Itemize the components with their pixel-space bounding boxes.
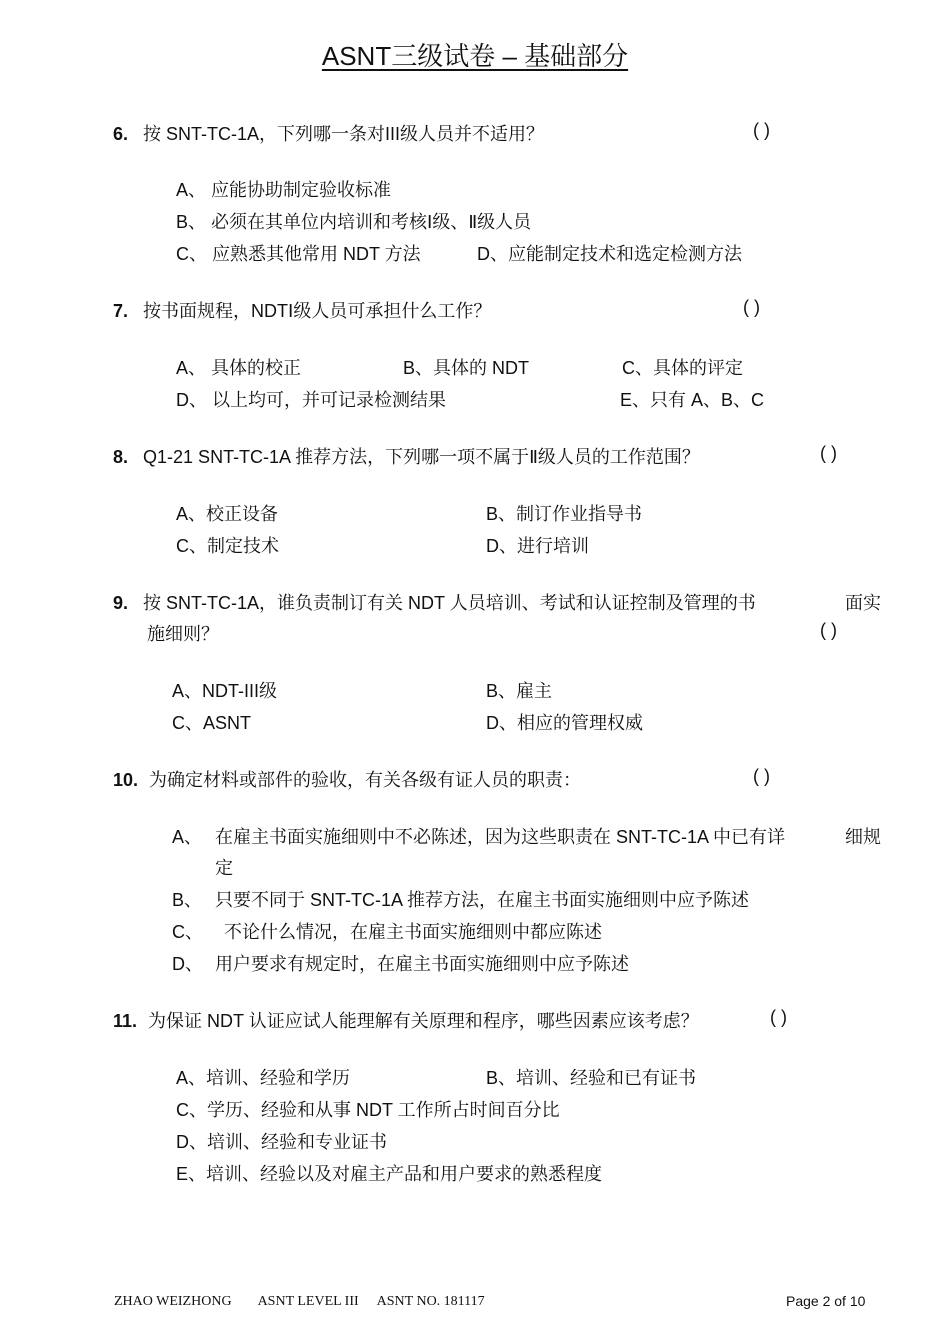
option-c-label[interactable]: C、 bbox=[172, 922, 203, 942]
answer-blank[interactable]: ( ) bbox=[753, 766, 770, 786]
question-text: Q1-21 SNT-TC-1A 推荐方法，下列哪一项不属于Ⅱ级人员的工作范围？ bbox=[143, 447, 700, 467]
question-10 bbox=[113, 766, 581, 792]
option-d[interactable]: D、培训、经验和专业证书 bbox=[176, 1132, 387, 1152]
question-text-line1-end: 面实 bbox=[845, 593, 881, 613]
question-text: 按书面规程，NDTⅠ级人员可承担什么工作？ bbox=[143, 301, 492, 321]
question-number: 6. bbox=[113, 124, 129, 144]
option-d[interactable]: D、进行培训 bbox=[486, 536, 589, 556]
option-d[interactable]: D、相应的管理权威 bbox=[486, 713, 643, 733]
answer-blank[interactable]: ( ) bbox=[820, 443, 837, 463]
option-a[interactable]: A、NDT-III级 bbox=[172, 681, 278, 701]
option-a[interactable]: 在雇主书面实施细则中不必陈述，因为这些职责在 SNT-TC-1A 中已有详 bbox=[215, 827, 786, 847]
option-a-line2[interactable]: 定 bbox=[215, 858, 233, 878]
option-b[interactable]: B、 必须在其单位内培训和考核Ⅰ级、Ⅱ级人员 bbox=[176, 212, 532, 232]
option-a[interactable]: A、 具体的校正 bbox=[176, 358, 302, 378]
question-text: 为确定材料或部件的验收，有关各级有证人员的职责： bbox=[149, 770, 582, 790]
answer-blank[interactable]: ( ) bbox=[820, 620, 837, 640]
question-7 bbox=[113, 297, 491, 323]
question-number: 7. bbox=[113, 301, 129, 321]
option-a[interactable]: A、培训、经验和学历 bbox=[176, 1068, 351, 1088]
question-text-line1: 按 SNT-TC-1A，谁负责制订有关 NDT 人员培训、考试和认证控制及管理的书 bbox=[143, 593, 756, 613]
option-c[interactable]: C、具体的评定 bbox=[622, 358, 743, 378]
question-number: 9. bbox=[113, 593, 129, 613]
option-c[interactable]: C、制定技术 bbox=[176, 536, 279, 556]
option-b[interactable]: B、培训、经验和已有证书 bbox=[486, 1068, 697, 1088]
question-number: 10. bbox=[113, 770, 139, 790]
question-text: 为保证 NDT 认证应试人能理解有关原理和程序，哪些因素应该考虑？ bbox=[148, 1011, 699, 1031]
question-text-line2: 施细则？ bbox=[147, 624, 219, 644]
footer-asnt-no: ASNT NO. 181117 bbox=[376, 1294, 485, 1309]
question-number: 8. bbox=[113, 447, 129, 467]
option-c[interactable]: 不论什么情况，在雇主书面实施细则中都应陈述 bbox=[224, 922, 602, 942]
option-d[interactable]: D、 以上均可，并可记录检测结果 bbox=[176, 390, 446, 410]
option-d-label[interactable]: D、 bbox=[172, 954, 203, 974]
option-a[interactable]: A、 应能协助制定验收标准 bbox=[176, 180, 392, 200]
option-b[interactable]: B、雇主 bbox=[486, 681, 553, 701]
option-b[interactable]: 只要不同于 SNT-TC-1A 推荐方法，在雇主书面实施细则中应予陈述 bbox=[215, 890, 750, 910]
question-6 bbox=[113, 120, 544, 146]
page-title: ASNT三级试卷 – 基础部分 bbox=[321, 41, 629, 71]
option-d[interactable]: 用户要求有规定时，在雇主书面实施细则中应予陈述 bbox=[215, 954, 629, 974]
option-b[interactable]: B、制订作业指导书 bbox=[486, 504, 643, 524]
option-a-end[interactable]: 细规 bbox=[845, 827, 881, 847]
answer-blank[interactable]: ( ) bbox=[753, 120, 770, 140]
question-9 bbox=[113, 589, 756, 615]
option-c[interactable]: C、ASNT bbox=[172, 713, 252, 733]
footer-name: ZHAO WEIZHONG bbox=[114, 1294, 232, 1309]
footer-info bbox=[114, 1294, 485, 1310]
option-d[interactable]: D、应能制定技术和选定检测方法 bbox=[477, 244, 742, 264]
question-8 bbox=[113, 443, 700, 469]
option-e[interactable]: E、培训、经验以及对雇主产品和用户要求的熟悉程度 bbox=[176, 1164, 603, 1184]
option-b[interactable]: B、具体的 NDT bbox=[403, 358, 529, 378]
question-number: 11. bbox=[113, 1011, 138, 1031]
answer-blank[interactable]: ( ) bbox=[770, 1007, 787, 1027]
option-a[interactable]: A、校正设备 bbox=[176, 504, 279, 524]
option-c[interactable]: C、 应熟悉其他常用 NDT 方法 bbox=[176, 244, 421, 264]
option-b-label[interactable]: B、 bbox=[172, 890, 203, 910]
option-e[interactable]: E、只有 A、B、C bbox=[620, 390, 765, 410]
question-11 bbox=[113, 1007, 699, 1033]
answer-blank[interactable]: ( ) bbox=[743, 297, 760, 317]
page-number: Page 2 of 10 bbox=[786, 1293, 866, 1309]
option-c[interactable]: C、学历、经验和从事 NDT 工作所占时间百分比 bbox=[176, 1100, 560, 1120]
question-text: 按 SNT-TC-1A，下列哪一条对III级人员并不适用？ bbox=[143, 124, 545, 144]
option-a-label[interactable]: A、 bbox=[172, 827, 203, 847]
footer-level: ASNT LEVEL III bbox=[257, 1294, 359, 1309]
